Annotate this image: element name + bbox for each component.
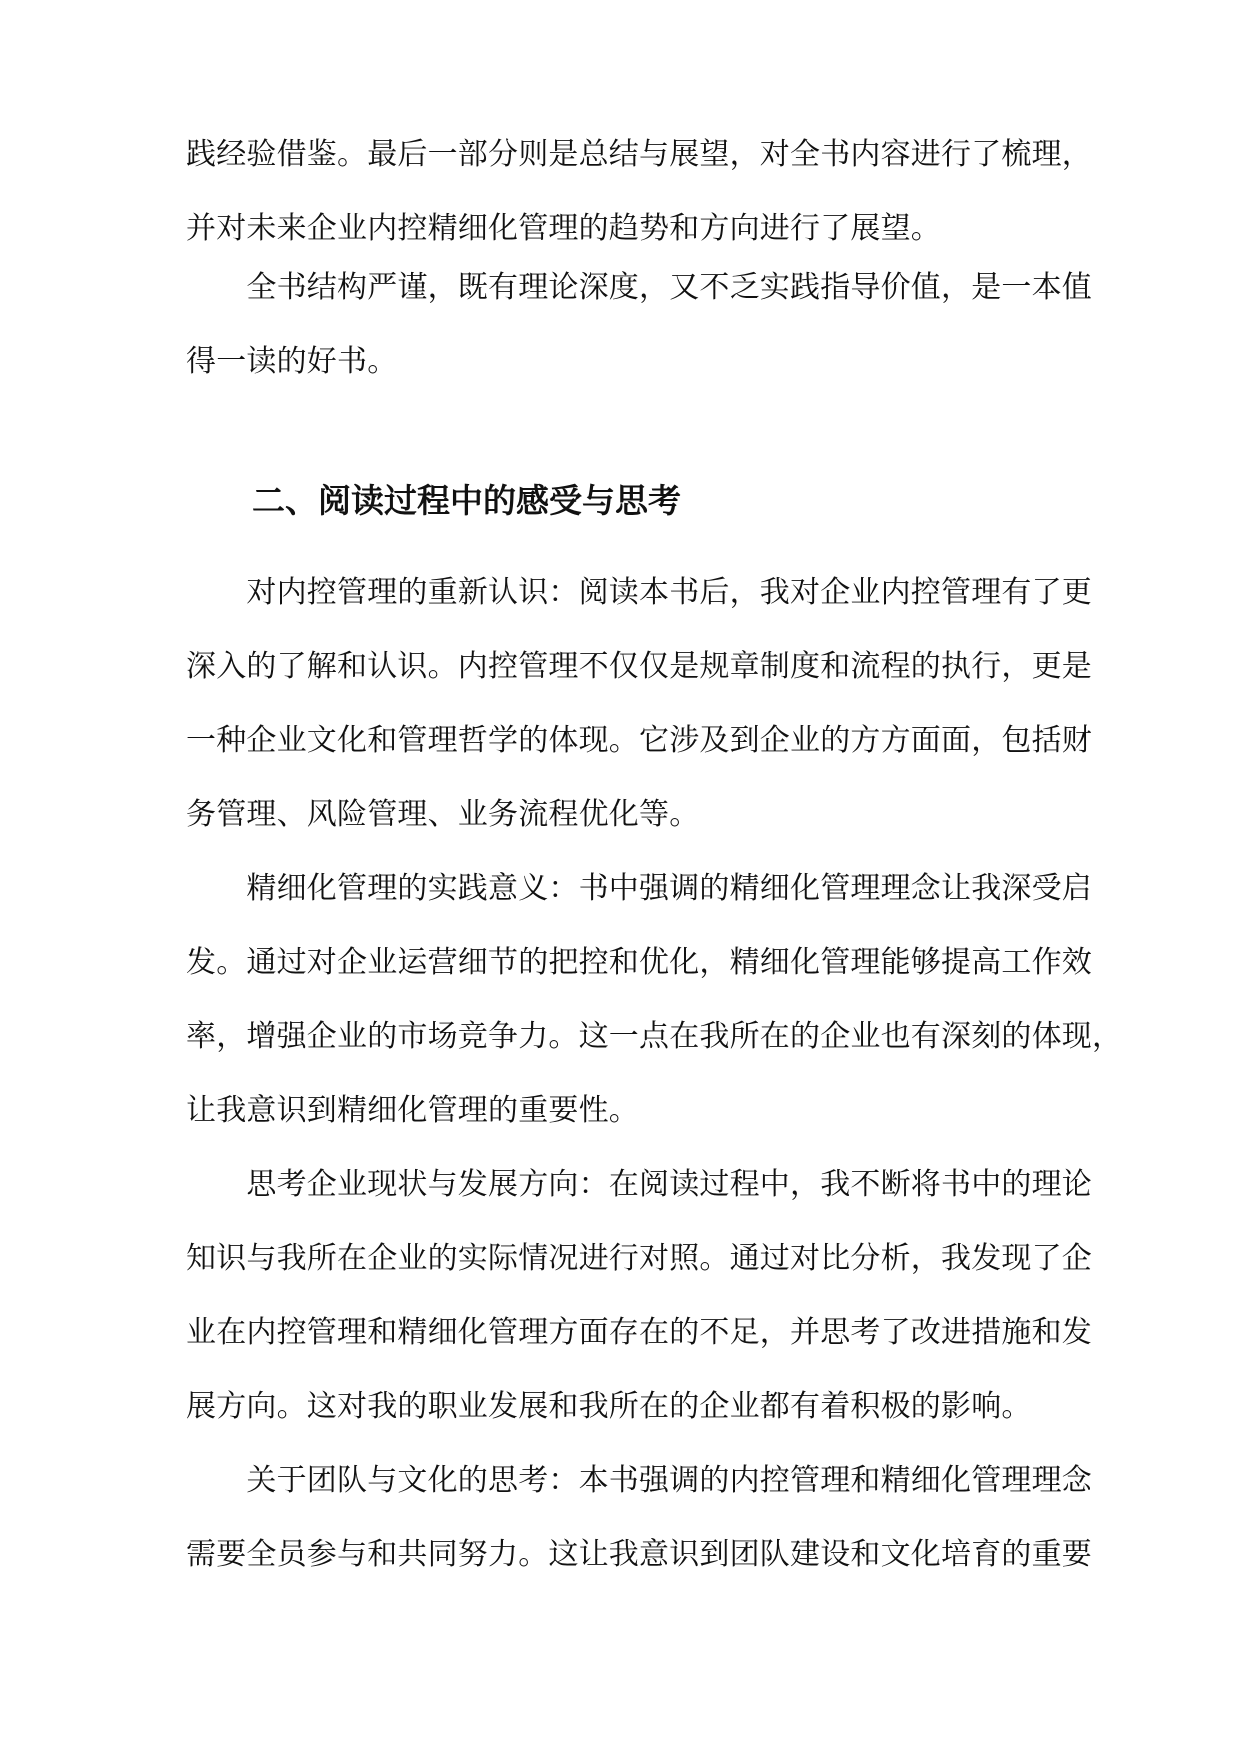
paragraph-line: 全书结构严谨，既有理论深度，又不乏实践指导价值，是一本值	[186, 270, 1092, 305]
paragraph-line: 一种企业文化和管理哲学的体现。它涉及到企业的方方面面，包括财	[186, 723, 1092, 758]
paragraph-line: 务管理、风险管理、业务流程优化等。	[186, 797, 700, 832]
paragraph-line: 深入的了解和认识。内控管理不仅仅是规章制度和流程的执行，更是	[186, 649, 1092, 684]
paragraph-line: 关于团队与文化的思考：本书强调的内控管理和精细化管理理念	[186, 1463, 1092, 1498]
intro-paragraph	[186, 118, 1092, 266]
paragraph-line: 并对未来企业内控精细化管理的趋势和方向进行了展望。	[186, 211, 941, 246]
paragraph-line: 需要全员参与和共同努力。这让我意识到团队建设和文化培育的重要	[186, 1537, 1092, 1572]
paragraph-internal-control-understanding	[186, 556, 1092, 852]
paragraph-line: 业在内控管理和精细化管理方面存在的不足，并思考了改进措施和发	[186, 1315, 1092, 1350]
paragraph-line: 发。通过对企业运营细节的把控和优化，精细化管理能够提高工作效	[186, 945, 1092, 980]
paragraph-line: 展方向。这对我的职业发展和我所在的企业都有着积极的影响。	[186, 1389, 1032, 1424]
paragraph-line: 让我意识到精细化管理的重要性。	[186, 1093, 639, 1128]
paragraph-line: 对内控管理的重新认识：阅读本书后，我对企业内控管理有了更	[186, 575, 1092, 610]
paragraph-line: 践经验借鉴。最后一部分则是总结与展望，对全书内容进行了梳理，	[186, 137, 1092, 172]
paragraph-line: 思考企业现状与发展方向：在阅读过程中，我不断将书中的理论	[186, 1167, 1092, 1202]
paragraph-enterprise-development	[186, 1148, 1092, 1444]
paragraph-line: 得一读的好书。	[186, 344, 398, 379]
paragraph-refined-management-significance	[186, 852, 1123, 1148]
paragraph-team-culture	[186, 1444, 1092, 1592]
paragraph-line: 率，增强企业的市场竞争力。这一点在我所在的企业也有深刻的体现，	[186, 1019, 1123, 1054]
summary-paragraph	[186, 251, 1092, 399]
paragraph-line: 知识与我所在企业的实际情况进行对照。通过对比分析，我发现了企	[186, 1241, 1092, 1276]
paragraph-line: 精细化管理的实践意义：书中强调的精细化管理理念让我深受启	[186, 871, 1092, 906]
section-heading: 二、阅读过程中的感受与思考	[252, 481, 681, 520]
